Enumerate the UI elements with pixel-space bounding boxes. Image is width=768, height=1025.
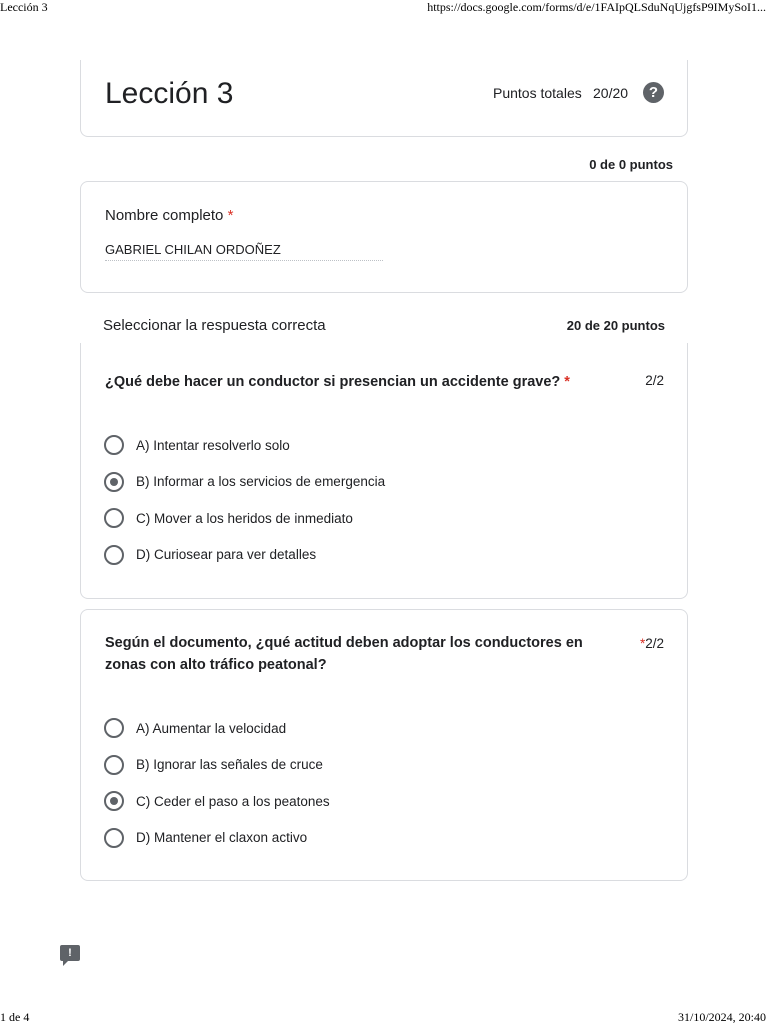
option-label: C) Ceder el paso a los peatones xyxy=(136,793,330,809)
required-mark: * xyxy=(639,636,646,651)
option-label: D) Mantener el claxon activo xyxy=(136,830,308,846)
option-c[interactable] xyxy=(104,783,330,820)
radio-checked-icon[interactable] xyxy=(104,472,124,492)
question-card-1 xyxy=(80,343,688,599)
question-score: 2/2 xyxy=(645,373,664,388)
total-points-label: Puntos totales xyxy=(493,85,582,101)
question-card-2 xyxy=(80,609,688,881)
option-label: B) Informar a los servicios de emergencia xyxy=(136,474,386,490)
question-text: Según el documento, ¿qué actitud deben adoptar los conductores en zonas con alto tráfico peatonal? xyxy=(105,635,583,673)
option-d[interactable] xyxy=(104,537,385,574)
feedback-icon[interactable]: ! xyxy=(60,945,80,961)
quiz-section-title: Seleccionar la respuesta correcta xyxy=(103,317,326,334)
print-datetime: 31/10/2024, 20:40 xyxy=(677,1010,766,1024)
option-a[interactable] xyxy=(104,710,330,747)
help-circle-icon[interactable]: ? xyxy=(643,82,664,103)
form-title-card xyxy=(80,60,688,137)
name-section-points: 0 de 0 puntos xyxy=(589,157,673,172)
required-mark: * xyxy=(227,207,234,224)
option-label: A) Intentar resolverlo solo xyxy=(136,437,290,453)
total-points-value: 20/20 xyxy=(593,85,629,101)
name-field-label-text: Nombre completo xyxy=(105,207,224,224)
radio-unchecked-icon[interactable] xyxy=(104,755,124,775)
option-list xyxy=(104,427,385,573)
option-list xyxy=(104,710,330,856)
question-text xyxy=(105,371,615,393)
option-a[interactable] xyxy=(104,427,385,464)
radio-unchecked-icon[interactable] xyxy=(104,545,124,565)
option-d[interactable] xyxy=(104,820,330,857)
quiz-section-points: 20 de 20 puntos xyxy=(566,318,665,333)
radio-unchecked-icon[interactable] xyxy=(104,718,124,738)
name-field-label xyxy=(105,207,233,225)
question-score-value: 2/2 xyxy=(645,636,664,651)
radio-unchecked-icon[interactable] xyxy=(104,828,124,848)
option-c[interactable] xyxy=(104,500,385,537)
print-page-title: Lección 3 xyxy=(0,0,48,14)
required-mark: * xyxy=(564,374,570,390)
name-question-card xyxy=(80,181,688,293)
option-label: B) Ignorar las señales de cruce xyxy=(136,757,323,773)
question-text-content: ¿Qué debe hacer un conductor si presencian un accidente grave? xyxy=(105,374,561,390)
radio-unchecked-icon[interactable] xyxy=(104,508,124,528)
print-url: https://docs.google.com/forms/d/e/1FAIpQLSduNqUjgfsP9IMySoI1... xyxy=(427,0,766,14)
name-field-value: GABRIEL CHILAN ORDOÑEZ xyxy=(105,242,383,261)
option-label: C) Mover a los heridos de inmediato xyxy=(136,510,353,526)
question-score xyxy=(640,636,664,651)
option-b[interactable] xyxy=(104,747,330,784)
radio-unchecked-icon[interactable] xyxy=(104,435,124,455)
option-label: A) Aumentar la velocidad xyxy=(136,720,287,736)
form-title: Lección 3 xyxy=(105,77,234,110)
print-page-number: 1 de 4 xyxy=(0,1010,30,1024)
radio-checked-icon[interactable] xyxy=(104,791,124,811)
option-b[interactable] xyxy=(104,464,385,501)
option-label: D) Curiosear para ver detalles xyxy=(136,547,317,563)
